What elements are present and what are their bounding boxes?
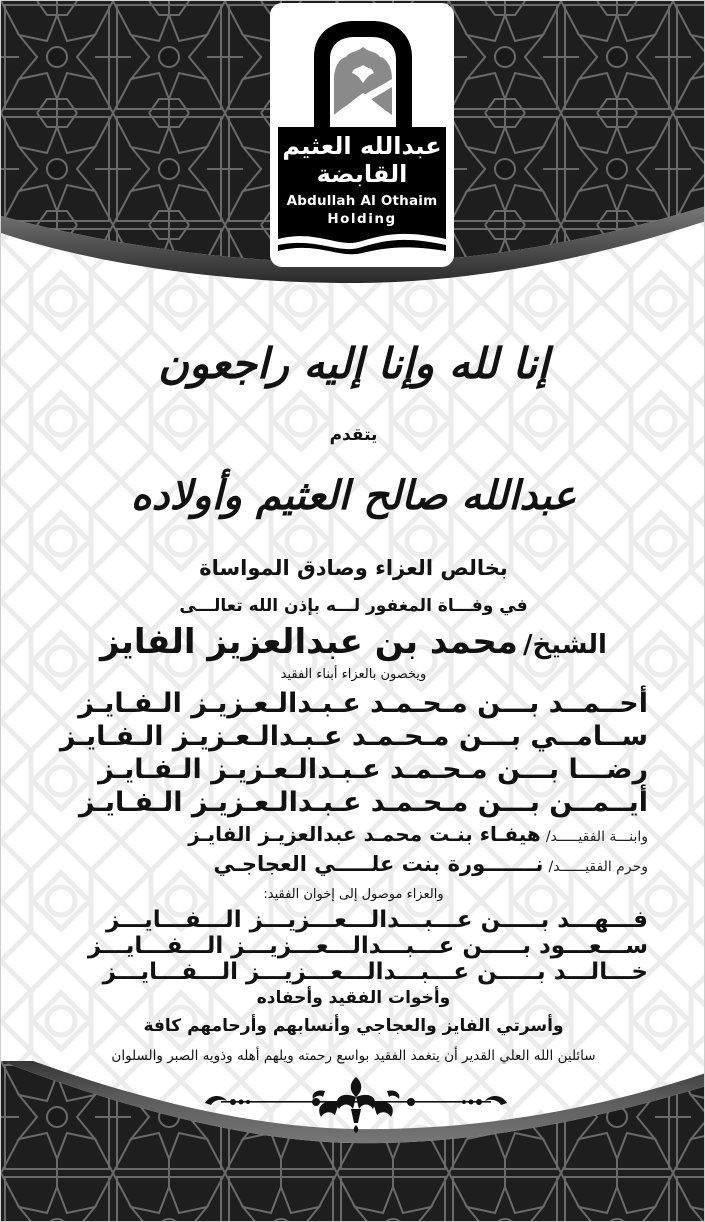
logo-english-name: Abdullah Al Othaim (286, 193, 438, 209)
sons-intro: ويخصون بالعزاء أبناء الفقيد (280, 667, 427, 682)
son-name-row: أحــمــد بـــن مـحـمـد عـبـدالـعـزيـز الـفـايـز (78, 688, 648, 719)
deceased-title: الشيخ/ (522, 630, 607, 660)
daughter-name: هيفـاء بنـت محمـد عبدالعزيـز الفايـز (188, 822, 541, 846)
brother-name-row: خـــالـــد بـــــن عـــبـــدالـــعـــزيـــز الـــفـــايـــز (102, 959, 648, 985)
condolence-content (1, 1, 705, 1222)
wife-name: نـــــــورة بنت علـــــي العجاجـي (213, 852, 544, 876)
deceased-line (1, 619, 705, 671)
logo-english-holding: Holding (327, 211, 397, 227)
wife-row (213, 849, 648, 882)
brother-name-row: ســـعـــود بـــــن عـــبـــدالـــعـــزيـــز الـــفـــايـــز (87, 933, 648, 959)
brothers-intro: والعزاء موصول إلى إخوان الفقيد: (263, 887, 444, 902)
son-name-row: ســامــي بـــن مـحـمـد عـبـدالـعـزيـز الـفـايـز (59, 721, 648, 752)
daughter-label: وابنـــة الفقيـــــد/ (545, 829, 648, 845)
prayer-line: سائلين الله العلي القدير أن يتغمد الفقيد بواسع رحمته ويلهم أهله وذويه الصبر والسلوان (111, 1048, 596, 1064)
condolence-line: بخالص العزاء وصادق المواساة (199, 556, 508, 580)
brother-name-row: فـــهـــد بـــــن عـــبـــدالـــعـــزيـــز الـــفـــايـــز (106, 907, 648, 933)
presents-label: يتقدم (329, 425, 378, 445)
daughter-row (188, 819, 648, 852)
sisters-grandchildren-line: وأخوات الفقيد وأحفاده (256, 988, 451, 1008)
son-name-row: أيــمــن بـــن مـحـمـد عـبـدالـعـزيـز الـفـايـز (78, 787, 648, 818)
occasion-line: في وفـــاة المغفور لـــه بإذن الله تعالـــى (179, 596, 528, 616)
floral-divider-ornament-icon (201, 1073, 511, 1133)
deceased-name: محمد بن عبدالعزيز الفايز (100, 622, 518, 662)
sender-name-heading: عبدالله صالح العثيم وأولاده (130, 472, 577, 519)
logo-arabic-name: عبدالله العثيم (282, 132, 442, 160)
wife-label: وحرم الفقيــــــد/ (548, 859, 648, 875)
son-name-row: رضـــا بـــن مـحـمـد عـبـدالـعـزيـز الـفـايـز (98, 754, 648, 785)
logo-arabic-holding: القابضة (316, 160, 408, 188)
quran-verse-heading: إنا لله وإنا إليه راجعون (158, 339, 549, 388)
families-line: وأسرتي الفايز والعجاجي وأنسابهم وأرحامهم كافة (143, 1016, 564, 1036)
